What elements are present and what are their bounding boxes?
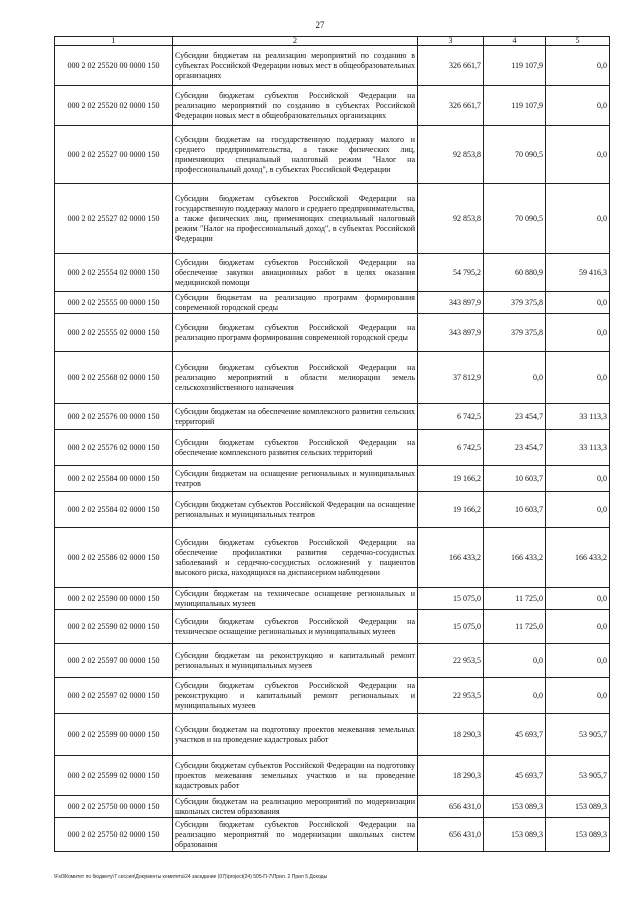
description-cell: Субсидии бюджетам субъектов Российской Федерации на реализацию мероприятий в области мелиорации земель сельскохозяйственного назначения [173, 352, 418, 404]
value-cell-col3: 656 431,0 [418, 796, 484, 818]
value-cell-col4: 379 375,8 [484, 292, 546, 314]
budget-code-cell: 000 2 02 25584 00 0000 150 [55, 466, 173, 492]
value-cell-col5: 0,0 [546, 184, 610, 254]
value-cell-col4: 0,0 [484, 352, 546, 404]
value-cell-col5: 0,0 [546, 292, 610, 314]
value-cell-col3: 22 953,5 [418, 644, 484, 678]
value-cell-col4: 10 603,7 [484, 466, 546, 492]
value-cell-col3: 343 897,9 [418, 314, 484, 352]
description-cell: Субсидии бюджетам на реализацию мероприятий по модернизации школьных систем образования [173, 796, 418, 818]
budget-code-cell: 000 2 02 25555 00 0000 150 [55, 292, 173, 314]
value-cell-col3: 92 853,8 [418, 126, 484, 184]
description-cell: Субсидии бюджетам субъектов Российской Федерации на реализацию мероприятий по модернизации школьных систем образования [173, 818, 418, 852]
budget-code-cell: 000 2 02 25750 00 0000 150 [55, 796, 173, 818]
value-cell-col3: 15 075,0 [418, 588, 484, 610]
value-cell-col4: 70 090,5 [484, 184, 546, 254]
value-cell-col5: 53 905,7 [546, 756, 610, 796]
description-cell: Субсидии бюджетам на государственную поддержку малого и среднего предпринимательства, а также физических лиц, применяющих специальный налоговый режим "Налог на профессиональный доход", в субъектах Российской Федерации [173, 126, 418, 184]
value-cell-col4: 0,0 [484, 644, 546, 678]
description-cell: Субсидии бюджетам на оснащение региональных и муниципальных театров [173, 466, 418, 492]
value-cell-col3: 656 431,0 [418, 818, 484, 852]
value-cell-col4: 0,0 [484, 678, 546, 714]
budget-code-cell: 000 2 02 25520 00 0000 150 [55, 46, 173, 86]
budget-code-cell: 000 2 02 25597 02 0000 150 [55, 678, 173, 714]
value-cell-col4: 70 090,5 [484, 126, 546, 184]
column-header: 1 [55, 37, 173, 46]
description-cell: Субсидии бюджетам субъектов Российской Федерации на обеспечение профилактики развития сердечно-сосудистых заболеваний и сердечно-сосудистых осложнений у пациентов высокого риска, находящихся на диспансерном наблюдении [173, 528, 418, 588]
value-cell-col5: 0,0 [546, 466, 610, 492]
file-path-footer: \Fs0\Комитет по бюджету\7 сессия\Документы комитета\24 заседание (07)\project(24) 505-П-7\Прил. 2 Прил 5 Доходы [54, 874, 328, 880]
table-row [55, 292, 610, 314]
column-header: 3 [418, 37, 484, 46]
table-row [55, 126, 610, 184]
budget-code-cell: 000 2 02 25527 02 0000 150 [55, 184, 173, 254]
table-row [55, 86, 610, 126]
budget-code-cell: 000 2 02 25584 02 0000 150 [55, 492, 173, 528]
table-row [55, 714, 610, 756]
description-cell: Субсидии бюджетам на техническое оснащение региональных и муниципальных музеев [173, 588, 418, 610]
value-cell-col5: 166 433,2 [546, 528, 610, 588]
value-cell-col4: 153 089,3 [484, 818, 546, 852]
value-cell-col4: 23 454,7 [484, 404, 546, 430]
value-cell-col3: 19 166,2 [418, 492, 484, 528]
table-row [55, 756, 610, 796]
description-cell: Субсидии бюджетам субъектов Российской Федерации на реализацию мероприятий по созданию в субъектах Российской Федерации новых мест в общеобразовательных организациях [173, 86, 418, 126]
table-row [55, 466, 610, 492]
value-cell-col5: 0,0 [546, 678, 610, 714]
budget-code-cell: 000 2 02 25576 02 0000 150 [55, 430, 173, 466]
value-cell-col3: 6 742,5 [418, 430, 484, 466]
page-number: 27 [315, 20, 325, 30]
value-cell-col4: 45 693,7 [484, 714, 546, 756]
description-cell: Субсидии бюджетам субъектов Российской Федерации на обеспечение комплексного развития сельских территорий [173, 430, 418, 466]
description-cell: Субсидии бюджетам на обеспечение комплексного развития сельских территорий [173, 404, 418, 430]
value-cell-col3: 54 795,2 [418, 254, 484, 292]
column-header: 5 [546, 37, 610, 46]
value-cell-col4: 23 454,7 [484, 430, 546, 466]
budget-code-cell: 000 2 02 25554 02 0000 150 [55, 254, 173, 292]
value-cell-col5: 33 113,3 [546, 430, 610, 466]
value-cell-col4: 153 089,3 [484, 796, 546, 818]
value-cell-col5: 0,0 [546, 352, 610, 404]
value-cell-col3: 343 897,9 [418, 292, 484, 314]
column-header: 2 [173, 37, 418, 46]
column-header: 4 [484, 37, 546, 46]
value-cell-col5: 153 089,3 [546, 796, 610, 818]
table-row [55, 184, 610, 254]
table-row [55, 644, 610, 678]
value-cell-col5: 0,0 [546, 314, 610, 352]
value-cell-col4: 45 693,7 [484, 756, 546, 796]
description-cell: Субсидии бюджетам субъектов Российской Федерации на реконструкцию и капитальный ремонт региональных и муниципальных музеев [173, 678, 418, 714]
table-row [55, 352, 610, 404]
value-cell-col5: 0,0 [546, 126, 610, 184]
budget-code-cell: 000 2 02 25527 00 0000 150 [55, 126, 173, 184]
budget-code-cell: 000 2 02 25555 02 0000 150 [55, 314, 173, 352]
table-row [55, 610, 610, 644]
table-row [55, 492, 610, 528]
value-cell-col4: 166 433,2 [484, 528, 546, 588]
value-cell-col5: 0,0 [546, 86, 610, 126]
value-cell-col3: 15 075,0 [418, 610, 484, 644]
description-cell: Субсидии бюджетам на подготовку проектов межевания земельных участков и на проведение кадастровых работ [173, 714, 418, 756]
budget-code-cell: 000 2 02 25750 02 0000 150 [55, 818, 173, 852]
description-cell: Субсидии бюджетам субъектов Российской Федерации на обеспечение закупки авиационных работ в целях оказания медицинской помощи [173, 254, 418, 292]
budget-code-cell: 000 2 02 25599 00 0000 150 [55, 714, 173, 756]
table-row [55, 254, 610, 292]
budget-code-cell: 000 2 02 25520 02 0000 150 [55, 86, 173, 126]
table-row [55, 796, 610, 818]
description-cell: Субсидии бюджетам на реализацию программ формирования современной городской среды [173, 292, 418, 314]
table-row [55, 528, 610, 588]
table-row [55, 46, 610, 86]
value-cell-col4: 379 375,8 [484, 314, 546, 352]
value-cell-col3: 18 290,3 [418, 714, 484, 756]
value-cell-col3: 166 433,2 [418, 528, 484, 588]
table-row [55, 430, 610, 466]
value-cell-col4: 10 603,7 [484, 492, 546, 528]
table-row [55, 588, 610, 610]
table-row [55, 818, 610, 852]
value-cell-col5: 0,0 [546, 610, 610, 644]
value-cell-col4: 11 725,0 [484, 610, 546, 644]
value-cell-col5: 0,0 [546, 644, 610, 678]
budget-code-cell: 000 2 02 25576 00 0000 150 [55, 404, 173, 430]
description-cell: Субсидии бюджетам субъектов Российской Федерации на реализацию программ формирования современной городской среды [173, 314, 418, 352]
value-cell-col4: 119 107,9 [484, 46, 546, 86]
value-cell-col5: 0,0 [546, 588, 610, 610]
description-cell: Субсидии бюджетам субъектов Российской Федерации на государственную поддержку малого и среднего предпринимательства, а также физических лиц, применяющих специальный налоговый режим "Налог на профессиональный доход", в субъектах Российской Федерации [173, 184, 418, 254]
value-cell-col3: 18 290,3 [418, 756, 484, 796]
value-cell-col5: 0,0 [546, 492, 610, 528]
value-cell-col4: 11 725,0 [484, 588, 546, 610]
budget-code-cell: 000 2 02 25568 02 0000 150 [55, 352, 173, 404]
description-cell: Субсидии бюджетам субъектов Российской Федерации на подготовку проектов межевания земельных участков и на проведение кадастровых работ [173, 756, 418, 796]
value-cell-col3: 19 166,2 [418, 466, 484, 492]
value-cell-col5: 59 416,3 [546, 254, 610, 292]
value-cell-col3: 22 953,5 [418, 678, 484, 714]
value-cell-col4: 60 880,9 [484, 254, 546, 292]
value-cell-col5: 0,0 [546, 46, 610, 86]
budget-code-cell: 000 2 02 25599 02 0000 150 [55, 756, 173, 796]
value-cell-col3: 326 661,7 [418, 86, 484, 126]
value-cell-col5: 33 113,3 [546, 404, 610, 430]
value-cell-col5: 53 905,7 [546, 714, 610, 756]
description-cell: Субсидии бюджетам субъектов Российской Федерации на техническое оснащение региональных и муниципальных музеев [173, 610, 418, 644]
description-cell: Субсидии бюджетам на реконструкцию и капитальный ремонт региональных и муниципальных музеев [173, 644, 418, 678]
table-row [55, 314, 610, 352]
description-cell: Субсидии бюджетам субъектов Российской Федерации на оснащение региональных и муниципальных театров [173, 492, 418, 528]
revenue-table [54, 36, 610, 852]
value-cell-col3: 37 812,9 [418, 352, 484, 404]
table-row [55, 404, 610, 430]
value-cell-col3: 6 742,5 [418, 404, 484, 430]
budget-code-cell: 000 2 02 25590 00 0000 150 [55, 588, 173, 610]
value-cell-col5: 153 089,3 [546, 818, 610, 852]
value-cell-col3: 92 853,8 [418, 184, 484, 254]
table-row [55, 678, 610, 714]
column-number-row [55, 37, 610, 46]
description-cell: Субсидии бюджетам на реализацию мероприятий по созданию в субъектах Российской Федерации новых мест в общеобразовательных организациях [173, 46, 418, 86]
budget-code-cell: 000 2 02 25590 02 0000 150 [55, 610, 173, 644]
budget-code-cell: 000 2 02 25586 02 0000 150 [55, 528, 173, 588]
value-cell-col3: 326 661,7 [418, 46, 484, 86]
value-cell-col4: 119 107,9 [484, 86, 546, 126]
budget-code-cell: 000 2 02 25597 00 0000 150 [55, 644, 173, 678]
